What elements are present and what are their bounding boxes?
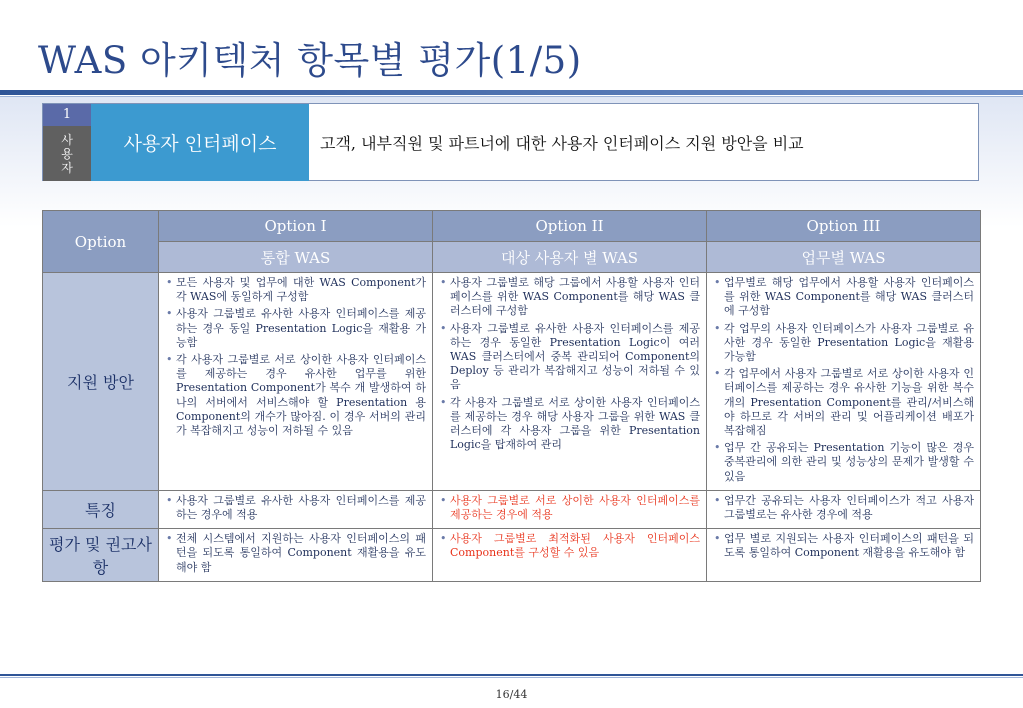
option-header-col2: Option II — [433, 211, 707, 242]
table-cell — [433, 490, 707, 528]
bullet-item: • 사용자 그룹별로 최적화된 사용자 인터페이스 Component를 구성할 수 있음 — [450, 532, 700, 560]
evaluation-table — [42, 210, 981, 582]
bullet-item: • 각 업무에서 사용자 그룹별로 서로 상이한 사용자 인터페이스를 제공하는 경우 유사한 기능을 위한 복수개의 Presentation Component를 관리/서비스해야 하므로 각 서버의 관리 및 어플리케이션 배포가 복잡해짐 — [724, 367, 974, 438]
table-body — [43, 273, 981, 582]
bullet-item: • 전체 시스템에서 지원하는 사용자 인터페이스의 패턴을 되도록 통일하여 Component 재활용을 유도해야 함 — [176, 532, 426, 575]
row-label: 지원 방안 — [43, 273, 159, 491]
bullet-list — [439, 276, 700, 452]
table-cell — [707, 273, 981, 491]
page-number: 16/44 — [495, 688, 528, 701]
option-name-col3: 업무별 WAS — [707, 242, 981, 273]
category-vertical-label — [43, 126, 91, 181]
category-vertical-char: 자 — [61, 160, 73, 175]
table-cell — [707, 529, 981, 582]
category-number: 1 — [43, 104, 91, 126]
bullet-list — [165, 276, 426, 438]
bullet-item: • 업무간 공유되는 사용자 인터페이스가 적고 사용자 그룹별로는 유사한 경우에 적용 — [724, 494, 974, 522]
bullet-item: • 사용자 그룹별로 유사한 사용자 인터페이스를 제공하는 경우 동일 Presentation Logic을 재활용 가능함 — [176, 307, 426, 350]
bullet-list — [713, 532, 974, 560]
bullet-list — [165, 532, 426, 575]
bullet-list — [439, 494, 700, 522]
option-header-col1: Option I — [159, 211, 433, 242]
bullet-list — [439, 532, 700, 560]
table-cell — [159, 490, 433, 528]
bullet-item: • 사용자 그룹별로 서로 상이한 사용자 인터페이스를 제공하는 경우에 적용 — [450, 494, 700, 522]
page-title: WAS 아키텍처 항목별 평가(1/5) — [38, 39, 582, 82]
option-name-col1: 통합 WAS — [159, 242, 433, 273]
option-header-col3: Option III — [707, 211, 981, 242]
category-description: 고객, 내부직원 및 파트너에 대한 사용자 인터페이스 지원 방안을 비교 — [320, 134, 804, 153]
table-row — [43, 529, 981, 582]
title-divider — [0, 90, 1023, 95]
bullet-list — [165, 494, 426, 522]
option-header: Option — [43, 211, 159, 273]
table-cell — [433, 273, 707, 491]
footer-divider — [0, 674, 1023, 676]
bullet-item: • 각 사용자 그룹별로 서로 상이한 사용자 인터페이스를 제공하는 경우 해당 사용자 그룹을 위한 WAS 클러스터에 각 사용자 그룹을 위한 Presentation Logic을 탑재하여 관리 — [450, 396, 700, 453]
row-label: 특징 — [43, 490, 159, 528]
bullet-item: • 각 사용자 그룹별로 서로 상이한 사용자 인터페이스를 제공하는 경우 유사한 업무를 위한 Presentation Component가 복수 개 발생하여 하나의 서버에서 서비스해야 할 Presentation 용 Component의 개수가 많아짐. 이 경우 서버의 관리가 복잡해지고 성능이 저하될 수 있음 — [176, 353, 426, 438]
bullet-list — [713, 276, 974, 484]
option-name-col2: 대상 사용자 별 WAS — [433, 242, 707, 273]
table-row — [43, 273, 981, 491]
bullet-item: • 업무별로 해당 업무에서 사용할 사용자 인터페이스를 위한 WAS Component를 해당 WAS 클러스터에 구성함 — [724, 276, 974, 319]
category-box — [42, 103, 979, 181]
table-cell — [433, 529, 707, 582]
category-vertical-char: 용 — [61, 146, 73, 161]
table-row — [43, 490, 981, 528]
bullet-item: • 각 업무의 사용자 인터페이스가 사용자 그룹별로 유사한 경우 동일한 Presentation Logic을 재활용 가능함 — [724, 322, 974, 365]
bullet-item: • 사용자 그룹별로 유사한 사용자 인터페이스를 제공하는 경우에 적용 — [176, 494, 426, 522]
row-label: 평가 및 권고사항 — [43, 529, 159, 582]
bullet-list — [713, 494, 974, 522]
category-vertical-char: 사 — [61, 132, 73, 147]
table-cell — [159, 273, 433, 491]
footer-divider-thin — [0, 677, 1023, 678]
bullet-item: • 사용자 그룹별로 유사한 사용자 인터페이스를 제공하는 경우 동일한 Presentation Logic이 여러 WAS 클러스터에서 중복 관리되어 Component의 Deploy 등 관리가 복잡해지고 성능이 저하될 수 있음 — [450, 322, 700, 393]
category-name: 사용자 인터페이스 — [91, 104, 309, 181]
bullet-item: • 업무 별로 지원되는 사용자 인터페이스의 패턴을 되도록 통일하여 Component 재활용을 유도해야 함 — [724, 532, 974, 560]
table-cell — [707, 490, 981, 528]
bullet-item: • 모든 사용자 및 업무에 대한 WAS Component가 각 WAS에 동일하게 구성함 — [176, 276, 426, 304]
bullet-item: • 사용자 그룹별로 해당 그룹에서 사용할 사용자 인터페이스를 위한 WAS Component를 해당 WAS 클러스터에 구성함 — [450, 276, 700, 319]
bullet-item: • 업무 간 공유되는 Presentation 기능이 많은 경우 중복관리에 의한 관리 및 성능상의 문제가 발생할 수 있음 — [724, 441, 974, 484]
table-cell — [159, 529, 433, 582]
